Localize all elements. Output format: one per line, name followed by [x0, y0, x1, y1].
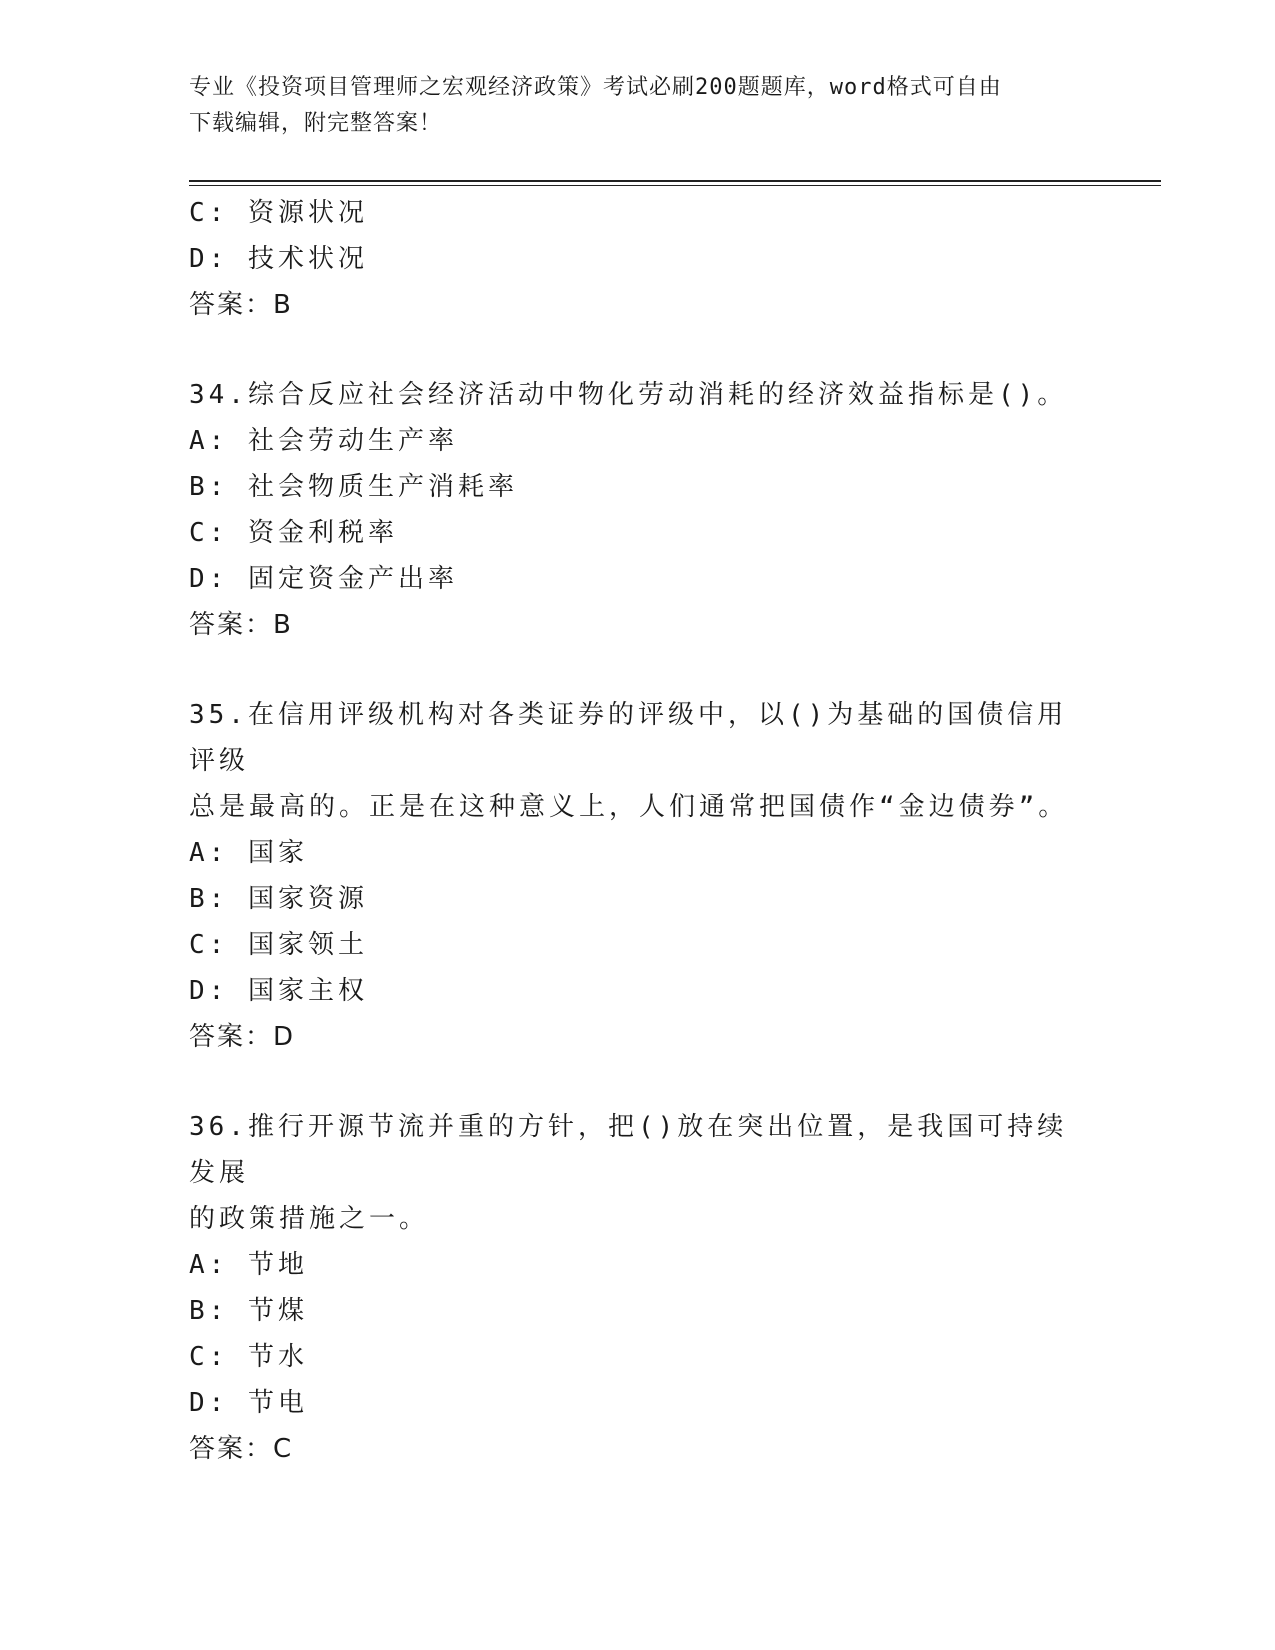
spacer	[189, 648, 1089, 692]
option-a: A: 节地	[189, 1250, 308, 1280]
document-header	[189, 70, 1089, 142]
spacer	[189, 328, 1089, 372]
answer-line: 答案：B	[189, 290, 293, 320]
question-stem-line: 35.在信用评级机构对各类证券的评级中，以()为基础的国债信用评级	[189, 700, 1068, 776]
question-stem	[189, 1104, 1089, 1242]
question-stem-line: 36.推行开源节流并重的方针，把()放在突出位置，是我国可持续发展	[189, 1112, 1068, 1188]
option-c: C: 资金利税率	[189, 518, 398, 548]
question-35	[189, 692, 1089, 1060]
option-b: B: 社会物质生产消耗率	[189, 472, 518, 502]
option-c: C: 国家领土	[189, 930, 368, 960]
option-b: B: 节煤	[189, 1296, 308, 1326]
option-a: A: 国家	[189, 838, 308, 868]
header-title-line-2: 下载编辑，附完整答案！	[189, 111, 443, 136]
header-title-line-1: 专业《投资项目管理师之宏观经济政策》考试必刷200题题库，word格式可自由	[189, 75, 1002, 100]
option-d: D: 固定资金产出率	[189, 564, 458, 594]
header-divider	[189, 180, 1161, 182]
answer-line: 答案：D	[189, 1022, 296, 1052]
option-b: B: 国家资源	[189, 884, 368, 914]
option-a: A: 社会劳动生产率	[189, 426, 458, 456]
option-c: C: 资源状况	[189, 198, 368, 228]
carryover-question	[189, 190, 1089, 328]
question-36	[189, 1104, 1089, 1472]
question-list	[189, 190, 1089, 1472]
option-c: C: 节水	[189, 1342, 308, 1372]
option-d: D: 国家主权	[189, 976, 368, 1006]
option-d: D: 技术状况	[189, 244, 368, 274]
header-divider-thin	[189, 185, 1161, 186]
spacer	[189, 1060, 1089, 1104]
question-stem	[189, 372, 1089, 418]
question-stem-line: 的政策措施之一。	[189, 1204, 430, 1234]
question-stem	[189, 692, 1089, 830]
question-stem-line: 总是最高的。正是在这种意义上，人们通常把国债作“金边债券”。	[189, 792, 1069, 822]
question-34	[189, 372, 1089, 648]
answer-line: 答案：C	[189, 1434, 294, 1464]
option-d: D: 节电	[189, 1388, 308, 1418]
answer-line: 答案：B	[189, 610, 293, 640]
question-stem-line: 34.综合反应社会经济活动中物化劳动消耗的经济效益指标是()。	[189, 380, 1068, 410]
